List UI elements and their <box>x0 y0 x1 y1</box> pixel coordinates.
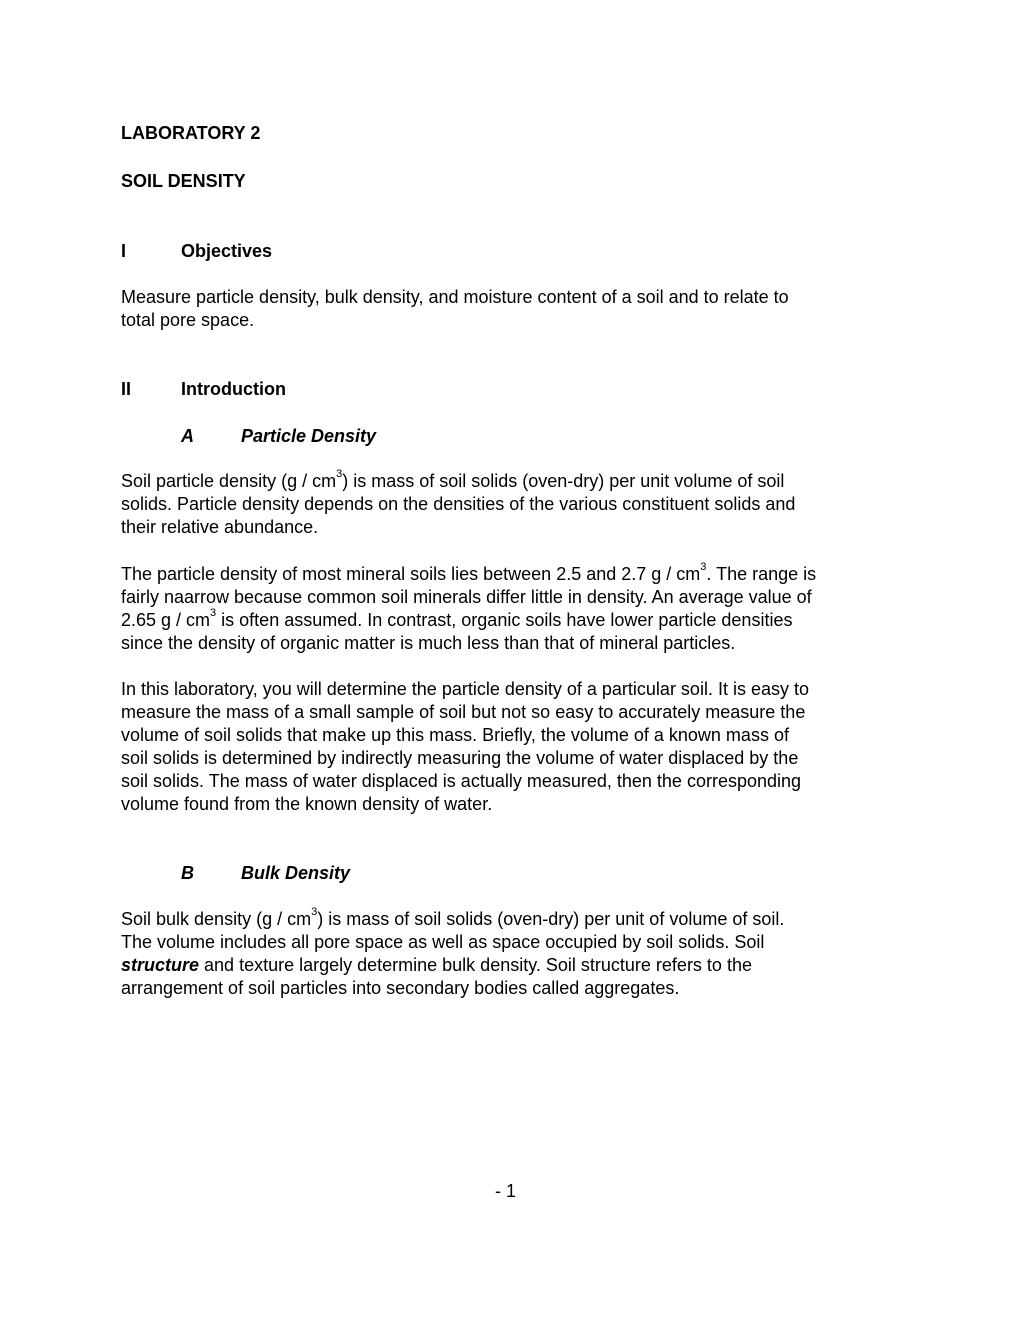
paragraph-line: their relative abundance. <box>121 517 319 537</box>
particle-density-paragraph-2 <box>121 563 911 655</box>
paragraph-line: measure the mass of a small sample of soil but not so easy to accurately measure the <box>121 702 806 722</box>
paragraph-line <box>121 470 911 493</box>
text-run: Soil bulk density (g / cm <box>121 909 312 929</box>
section-title: Introduction <box>181 379 286 399</box>
text-run: The particle density of most mineral soils lies between 2.5 and 2.7 g / cm <box>121 564 701 584</box>
superscript: 3 <box>311 906 318 918</box>
section-number: I <box>121 241 127 261</box>
paragraph-line: The volume includes all pore space as well as space occupied by soil solids. Soil <box>121 932 765 952</box>
section-number: II <box>121 379 132 399</box>
particle-density-paragraph-3 <box>121 678 911 816</box>
superscript: 3 <box>336 468 343 480</box>
subsection-letter: A <box>181 426 194 446</box>
subsection-particle-density-heading <box>181 425 971 448</box>
bulk-density-paragraph-1 <box>121 908 911 1000</box>
text-run: and texture largely determine bulk density. Soil structure refers to the <box>199 955 752 975</box>
text-run: is often assumed. In contrast, organic soils have lower particle densities <box>216 610 793 630</box>
paragraph-line <box>121 609 911 632</box>
subsection-letter: B <box>181 863 194 883</box>
superscript: 3 <box>700 561 707 573</box>
text-run: ) is mass of soil solids (oven-dry) per unit volume of soil <box>342 471 785 491</box>
emphasized-term: structure <box>121 955 200 975</box>
page-number: - 1 <box>495 1181 517 1201</box>
superscript: 3 <box>210 607 217 619</box>
section-introduction-heading <box>121 378 911 401</box>
paragraph-line: total pore space. <box>121 310 255 330</box>
paragraph-line: soil solids is determined by indirectly measuring the volume of water displaced by the <box>121 748 799 768</box>
paragraph-line <box>121 563 911 586</box>
section-title: Objectives <box>181 241 273 261</box>
paragraph-line: fairly naarrow because common soil minerals differ little in density. An average value of <box>121 587 812 607</box>
paragraph-line: In this laboratory, you will determine the particle density of a particular soil. It is easy to <box>121 679 809 699</box>
paragraph-line: volume of soil solids that make up this mass. Briefly, the volume of a known mass of <box>121 725 789 745</box>
document-title: SOIL DENSITY <box>121 171 246 191</box>
section-objectives-heading <box>121 240 911 263</box>
paragraph-line <box>121 954 911 977</box>
objectives-paragraph <box>121 286 911 332</box>
paragraph-line: Measure particle density, bulk density, and moisture content of a soil and to relate to <box>121 287 789 307</box>
text-run: 2.65 g / cm <box>121 610 211 630</box>
paragraph-line: since the density of organic matter is much less than that of mineral particles. <box>121 633 736 653</box>
subsection-bulk-density-heading <box>181 862 971 885</box>
text-run: Soil particle density (g / cm <box>121 471 337 491</box>
paragraph-line: volume found from the known density of water. <box>121 794 493 814</box>
lab-number-heading: LABORATORY 2 <box>121 123 261 143</box>
subsection-title: Bulk Density <box>241 863 351 883</box>
text-run: ) is mass of soil solids (oven-dry) per unit of volume of soil. <box>317 909 785 929</box>
paragraph-line: arrangement of soil particles into secondary bodies called aggregates. <box>121 978 680 998</box>
paragraph-line: soil solids. The mass of water displaced is actually measured, then the corresponding <box>121 771 802 791</box>
paragraph-line <box>121 908 911 931</box>
subsection-title: Particle Density <box>241 426 377 446</box>
paragraph-line: solids. Particle density depends on the densities of the various constituent solids and <box>121 494 796 514</box>
text-run: . The range is <box>706 564 817 584</box>
particle-density-paragraph-1 <box>121 470 911 539</box>
